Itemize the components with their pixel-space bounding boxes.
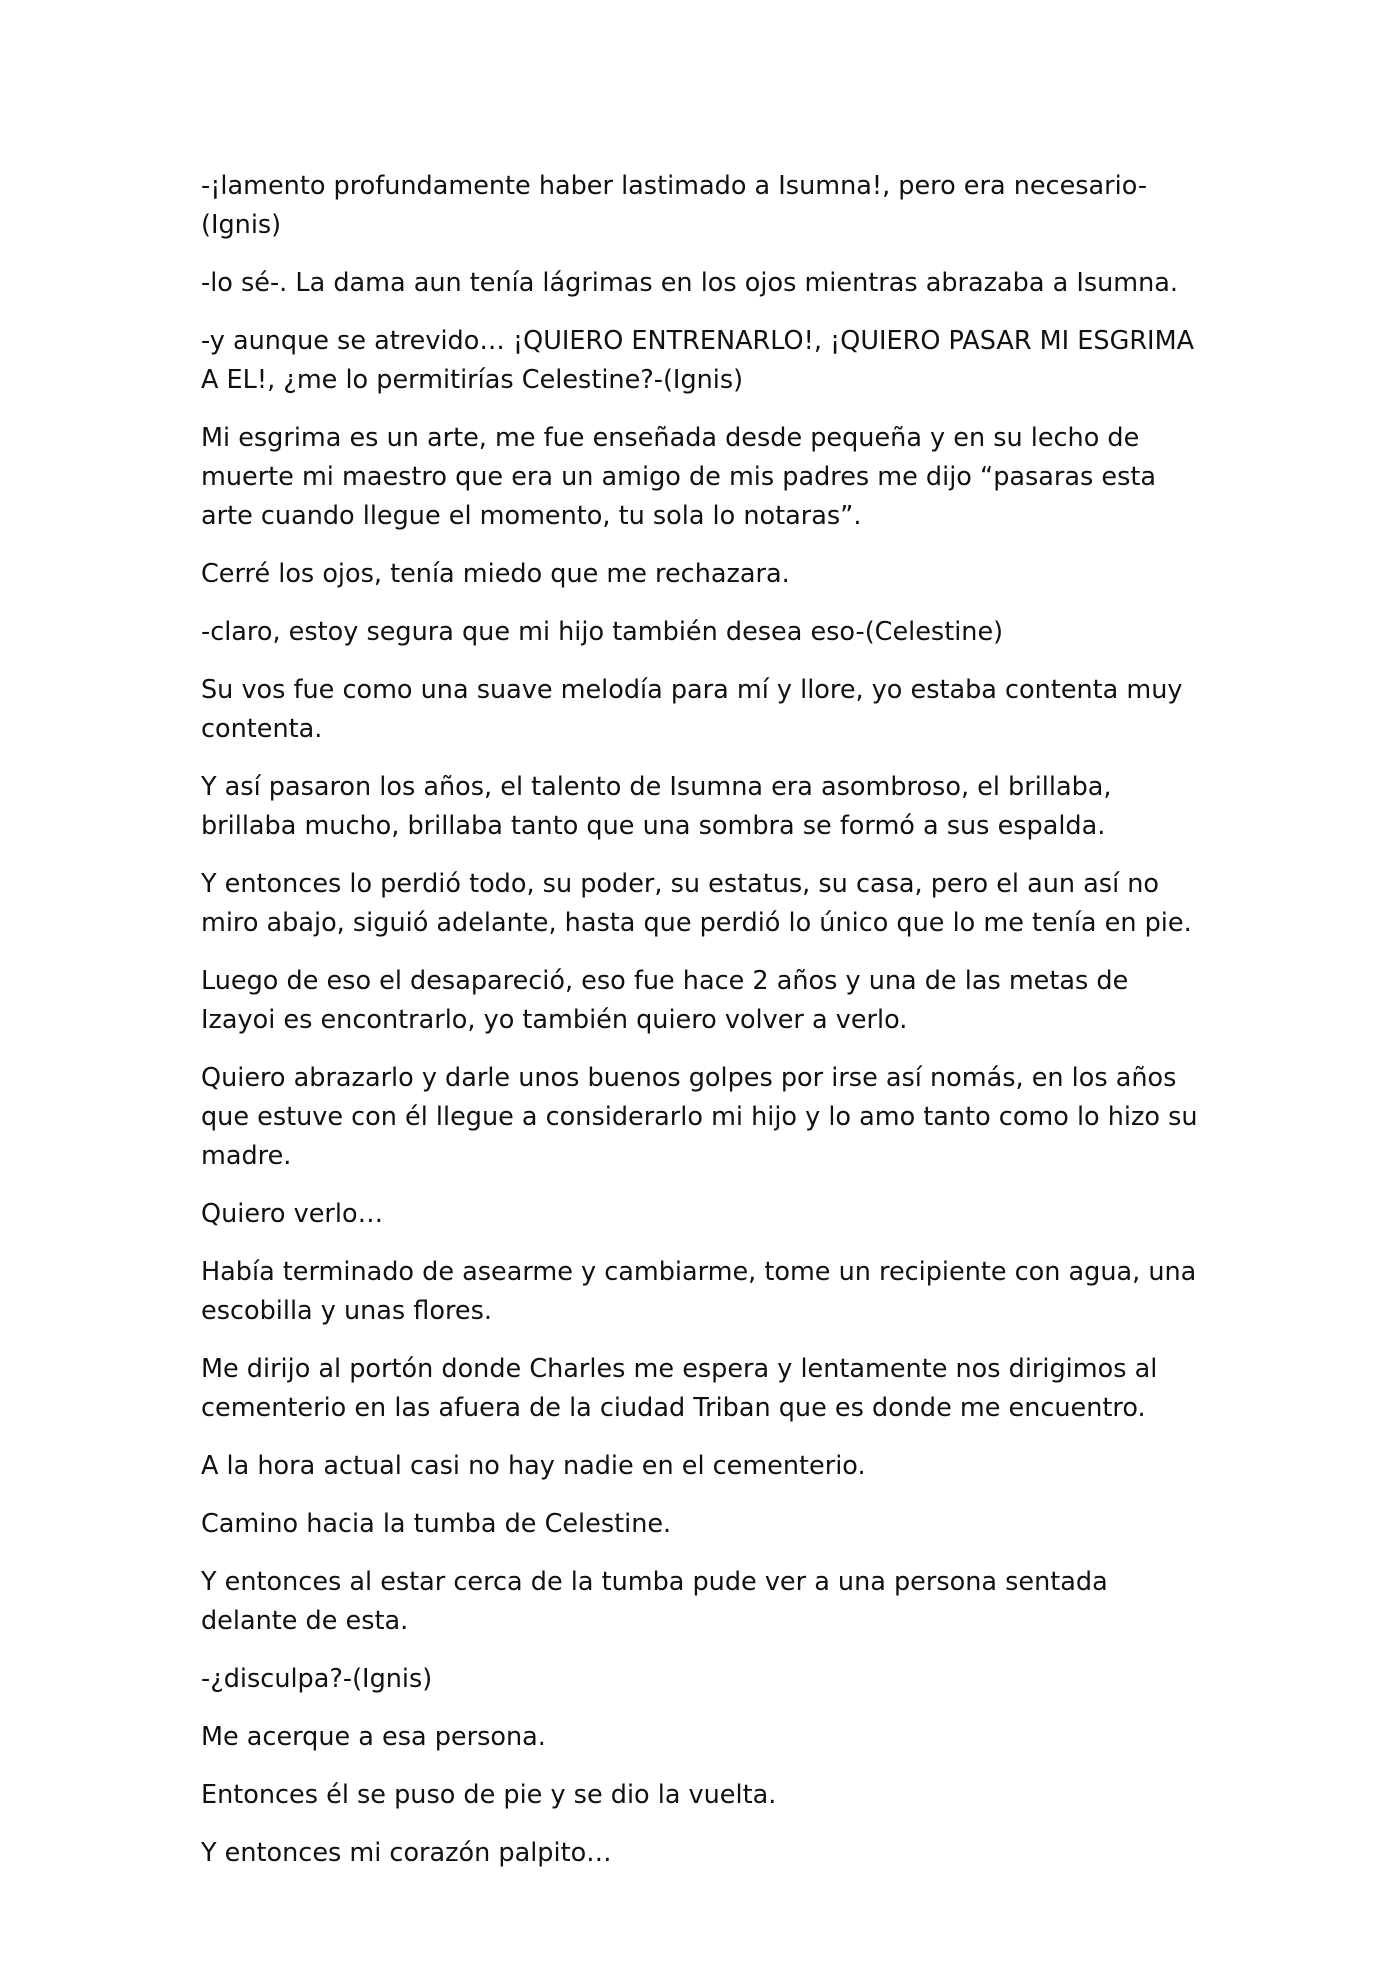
paragraph: -y aunque se atrevido… ¡QUIERO ENTRENARLO!, ¡QUIERO PASAR MI ESGRIMA A EL!, ¿me lo permitirías Celestine?-(Ignis): [201, 326, 1195, 395]
paragraph: Quiero verlo…: [201, 1199, 384, 1229]
paragraph: Y entonces al estar cerca de la tumba pude ver a una persona sentada delante de esta.: [201, 1567, 1108, 1636]
paragraph: Entonces él se puso de pie y se dio la vuelta.: [201, 1780, 777, 1810]
paragraph: A la hora actual casi no hay nadie en el cementerio.: [201, 1451, 866, 1481]
paragraph: Mi esgrima es un arte, me fue enseñada desde pequeña y en su lecho de muerte mi maestro que era un amigo de mis padres me dijo “pasaras esta arte cuando llegue el momento, tu sola lo notaras”.: [201, 423, 1157, 531]
story-text: [201, 167, 1199, 1892]
paragraph: Me acerque a esa persona.: [201, 1722, 546, 1752]
paragraph: Su vos fue como una suave melodía para mí y llore, yo estaba contenta muy contenta.: [201, 675, 1183, 744]
paragraph: Luego de eso el desapareció, eso fue hace 2 años y una de las metas de Izayoi es encontrarlo, yo también quiero volver a verlo.: [201, 966, 1129, 1035]
paragraph: Cerré los ojos, tenía miedo que me rechazara.: [201, 559, 790, 589]
paragraph: Y entonces lo perdió todo, su poder, su estatus, su casa, pero el aun así no miro abajo, siguió adelante, hasta que perdió lo único que lo me tenía en pie.: [201, 869, 1192, 938]
paragraph: Y así pasaron los años, el talento de Isumna era asombroso, el brillaba, brillaba mucho, brillaba tanto que una sombra se formó a sus espalda.: [201, 772, 1112, 841]
paragraph: Me dirijo al portón donde Charles me espera y lentamente nos dirigimos al cementerio en las afuera de la ciudad Triban que es donde me encuentro.: [201, 1354, 1158, 1423]
paragraph: -¿disculpa?-(Ignis): [201, 1664, 433, 1694]
paragraph: Quiero abrazarlo y darle unos buenos golpes por irse así nomás, en los años que estuve con él llegue a considerarlo mi hijo y lo amo tanto como lo hizo su madre.: [201, 1063, 1198, 1171]
paragraph: -¡lamento profundamente haber lastimado a Isumna!, pero era necesario-(Ignis): [201, 171, 1148, 240]
paragraph: -lo sé-. La dama aun tenía lágrimas en los ojos mientras abrazaba a Isumna.: [201, 268, 1179, 298]
paragraph: Y entonces mi corazón palpito…: [201, 1838, 612, 1868]
paragraph: Había terminado de asearme y cambiarme, tome un recipiente con agua, una escobilla y unas flores.: [201, 1257, 1197, 1326]
paragraph: -claro, estoy segura que mi hijo también desea eso-(Celestine): [201, 617, 1004, 647]
paragraph: Camino hacia la tumba de Celestine.: [201, 1509, 672, 1539]
